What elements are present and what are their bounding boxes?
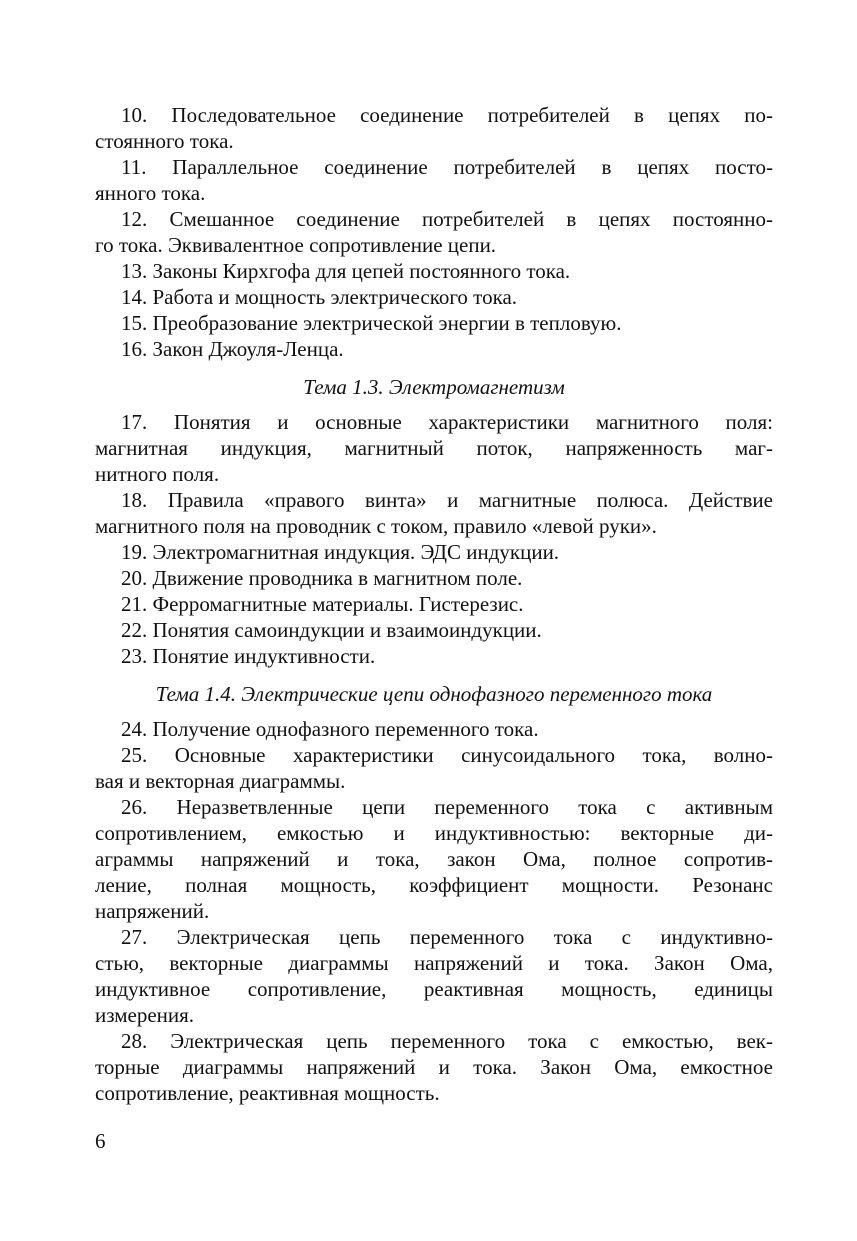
- text-line: 10. Последовательное соединение потребителей в цепях по-: [121, 103, 773, 127]
- text-line: 16. Закон Джоуля-Ленца.: [121, 337, 344, 361]
- text-line: стоянного тока.: [95, 129, 234, 153]
- text-line: 18. Правила «правого винта» и магнитные полюса. Действие: [121, 488, 773, 512]
- list-item: [95, 591, 773, 617]
- text-line: 12. Смешанное соединение потребителей в цепях постоянно-: [121, 207, 773, 231]
- text-line: 14. Работа и мощность электрического тока.: [121, 285, 518, 309]
- text-line: янного тока.: [95, 181, 206, 205]
- page-body: [95, 102, 773, 1106]
- list-item: [95, 206, 773, 258]
- text-line: 22. Понятия самоиндукции и взаимоиндукции.: [121, 618, 542, 642]
- text-line: сопротивлением, емкостью и индуктивностью: векторные ди-: [95, 821, 773, 845]
- text-line: 13. Законы Кирхгофа для цепей постоянного тока.: [121, 259, 571, 283]
- list-item: [95, 565, 773, 591]
- list-item: [95, 794, 773, 924]
- text-line: магнитная индукция, магнитный поток, напряженность маг-: [95, 436, 773, 460]
- list-item: [95, 643, 773, 669]
- text-line: 11. Параллельное соединение потребителей в цепях посто-: [121, 155, 773, 179]
- list-item: [95, 487, 773, 539]
- list-item: [95, 336, 773, 362]
- list-item: [95, 742, 773, 794]
- text-line: го тока. Эквивалентное сопротивление цепи.: [95, 233, 497, 257]
- text-line: сопротивление, реактивная мощность.: [95, 1081, 440, 1105]
- text-line: 17. Понятия и основные характеристики магнитного поля:: [121, 410, 773, 434]
- list-item: [95, 154, 773, 206]
- list-item: [95, 716, 773, 742]
- text-line: ление, полная мощность, коэффициент мощности. Резонанс: [95, 873, 773, 897]
- text-line: 25. Основные характеристики синусоидального тока, волно-: [121, 743, 773, 767]
- list-item: [95, 102, 773, 154]
- list-item: [95, 924, 773, 1028]
- list-item: [95, 539, 773, 565]
- list-item: [95, 258, 773, 284]
- text-line: торные диаграммы напряжений и тока. Закон Ома, емкостное: [95, 1055, 773, 1079]
- text-line: 15. Преобразование электрической энергии в тепловую.: [121, 311, 622, 335]
- section-heading: Тема 1.4. Электрические цепи однофазного переменного тока: [155, 682, 713, 706]
- text-line: индуктивное сопротивление, реактивная мощность, единицы: [95, 977, 773, 1001]
- text-line: 27. Электрическая цепь переменного тока с индуктивно-: [121, 925, 773, 949]
- text-line: 21. Ферромагнитные материалы. Гистерезис.: [121, 592, 524, 616]
- list-item: [95, 284, 773, 310]
- text-line: 26. Неразветвленные цепи переменного тока с активным: [121, 795, 773, 819]
- page-number: 6: [95, 1129, 106, 1153]
- text-line: магнитного поля на проводник с током, правило «левой руки».: [95, 514, 657, 538]
- list-item: [95, 310, 773, 336]
- section-heading: Тема 1.3. Электромагнетизм: [303, 375, 565, 399]
- text-line: вая и векторная диаграммы.: [95, 769, 346, 793]
- list-item: [95, 409, 773, 487]
- text-line: стью, векторные диаграммы напряжений и тока. Закон Ома,: [95, 951, 773, 975]
- text-line: 28. Электрическая цепь переменного тока с емкостью, век-: [121, 1029, 773, 1053]
- text-line: 19. Электромагнитная индукция. ЭДС индукции.: [121, 540, 560, 564]
- list-item: [95, 617, 773, 643]
- text-line: аграммы напряжений и тока, закон Ома, полное сопротив-: [95, 847, 773, 871]
- text-line: 24. Получение однофазного переменного тока.: [121, 717, 539, 741]
- text-line: напряжений.: [95, 899, 210, 923]
- text-line: 20. Движение проводника в магнитном поле.: [121, 566, 523, 590]
- list-item: [95, 1028, 773, 1106]
- text-line: нитного поля.: [95, 462, 220, 486]
- text-line: измерения.: [95, 1003, 195, 1027]
- text-line: 23. Понятие индуктивности.: [121, 644, 376, 668]
